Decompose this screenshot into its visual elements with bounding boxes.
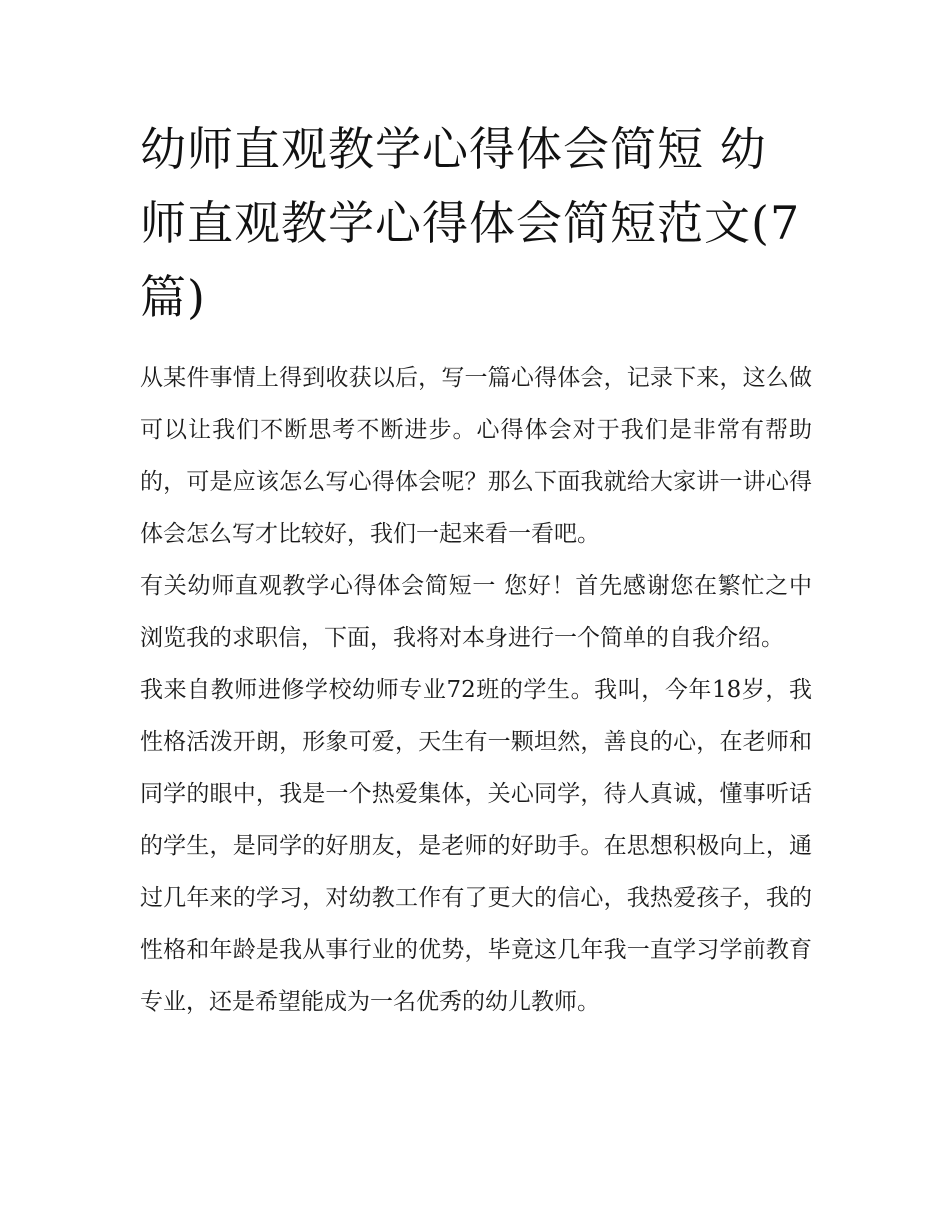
- paragraph-intro: 从某件事情上得到收获以后，写一篇心得体会，记录下来，这么做可以让我们不断思考不断进步。心得体会对于我们是非常有帮助的，可是应该怎么写心得体会呢？那么下面我就给大家讲一讲心得体会怎么写才比较好，我们一起来看一看吧。: [140, 365, 812, 547]
- paragraph-self-introduction: 我来自教师进修学校幼师专业72班的学生。我叫，今年18岁，我性格活泼开朗，形象可爱，天生有一颗坦然，善良的心，在老师和同学的眼中，我是一个热爱集体，关心同学，待人真诚，懂事听话的学生，是同学的好朋友，是老师的好助手。在思想积极向上，通过几年来的学习，对幼教工作有了更大的信心，我热爱孩子，我的性格和年龄是我从事行业的优势，毕竟这几年我一直学习学前教育专业，还是希望能成为一名优秀的幼儿教师。: [140, 677, 812, 1015]
- paragraph-greeting: 有关幼师直观教学心得体会简短一 您好！首先感谢您在繁忙之中浏览我的求职信，下面，我将对本身进行一个简单的自我介绍。: [140, 573, 812, 651]
- document-title: 幼师直观教学心得体会简短 幼师直观教学心得体会简短范文(7篇): [140, 122, 801, 324]
- document-body: [140, 352, 812, 1028]
- document-page: [140, 112, 812, 1028]
